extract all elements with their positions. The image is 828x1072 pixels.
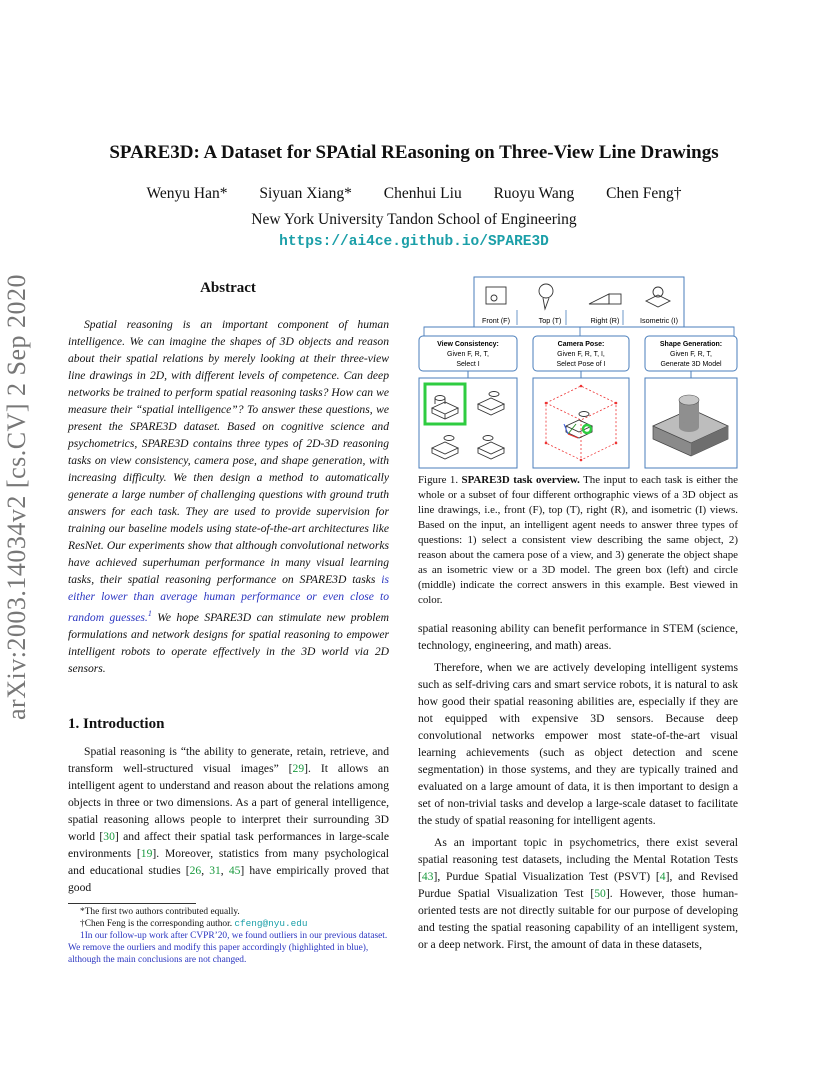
view-label: Front (F) bbox=[482, 316, 510, 325]
section-heading-introduction: 1. Introduction bbox=[68, 716, 165, 732]
intro-paragraph: Spatial reasoning is “the ability to generate, retain, retrieve, and transform well-structured visual images” [29]. It allows an intelligent agent to understand and reason about the relations among objects in three or two dimensions. As a part of general intelligence, spatial reasoning allows people to interpret their surrounding 3D world [30] and affect their spatial task performances in large-scale environments [19]. Moreover, statistics from many psychological and educational studies [26, 31, 45] have empirically proved that good bbox=[68, 745, 390, 894]
paragraph: Therefore, when we are actively developing intelligent systems such as self-driving cars and smart service robots, it is natural to ask how good their spatial reasoning abilities are, especially if they are not equipped with expensive 3D sensors. Because deep convolutional networks empower most state-of-the-art visual learning achievements (such as object detection and scene segmentation) in those systems, and they are typically trained and evaluated on a large amount of data, it is then important to design a set of non-trivial tasks and develop a large-scale dataset to facilitate the study of spatial reasoning for intelligent agents. bbox=[418, 661, 738, 827]
footnote-divider bbox=[68, 903, 196, 904]
figure-caption bbox=[418, 473, 738, 608]
citation-link[interactable]: 4 bbox=[659, 870, 666, 883]
abstract-highlight-text: is either lower than average human performance or even close to random guesses. bbox=[68, 573, 389, 624]
abstract-text: Spatial reasoning is an important component of human intelligence. We can imagine the shapes of 3D objects and reason about their spatial relations by merely looking at their three-view line drawings in 2D, with different levels of competence. Can deep networks be trained to perform spatial reasoning tasks? How can we measure their “spatial intelligence”? To answer these questions, we present the SPARE3D dataset. Based on cognitive science and psychometrics, SPARE3D contains three types of 2D-3D reasoning tasks on view consistency, camera pose, and shape generation, with increasing difficulty. We then design a method to automatically generate a large number of challenging questions with ground truth answers for each task. They are used to provide supervision for training our baseline models using state-of-the-art architectures like ResNet. Our experiments show that although convolutional networks have achieved superhuman performance in many visual learning tasks, their spatial reasoning performance on SPARE3D tasks bbox=[68, 318, 389, 586]
affiliation: New York University Tandon School of Engineering bbox=[251, 211, 577, 228]
citation-link[interactable]: 45 bbox=[228, 864, 241, 877]
footnote: *The first two authors contributed equally. bbox=[80, 907, 240, 917]
task-panel-camera-pose bbox=[533, 378, 629, 468]
author: Siyuan Xiang* bbox=[259, 185, 352, 202]
paragraph-text: As an important topic in psychometrics, there exist several spatial reasoning test datasets, including the Mental Rotation Tests [ bbox=[418, 836, 738, 883]
intro-text: Spatial reasoning is “the ability to generate, retain, retrieve, and transform well-structured visual images” [ bbox=[68, 745, 389, 775]
email-link[interactable]: cfeng@nyu.edu bbox=[234, 918, 308, 929]
footnote-outlier-note: 1In our follow-up work after CVPR’20, we found outliers in our previous dataset. We remove the ourliers and modify this paper accordingly (highlighted in blue), although the main conclusions are not changed. bbox=[68, 931, 388, 965]
intro-text: ] and affect their spatial task performances in large-scale environments [ bbox=[68, 830, 389, 860]
view-label: Top (T) bbox=[538, 316, 562, 325]
task-line: Given F, R, T, bbox=[447, 351, 489, 358]
task-title: Shape Generation: bbox=[659, 341, 723, 348]
author: Ruoyu Wang bbox=[493, 185, 575, 202]
author: Chen Feng† bbox=[606, 185, 682, 202]
figure-1-overview bbox=[416, 276, 740, 472]
citation-link[interactable]: 31 bbox=[209, 864, 221, 877]
citation-link[interactable]: 30 bbox=[103, 830, 115, 843]
author: Wenyu Han* bbox=[146, 185, 228, 202]
footnote-text: †Chen Feng is the corresponding author. bbox=[80, 919, 233, 929]
paragraph bbox=[418, 834, 738, 953]
view-label: Isometric (I) bbox=[640, 316, 678, 325]
task-title: View Consistency: bbox=[437, 341, 499, 348]
footnotes bbox=[68, 906, 389, 966]
paragraph: spatial reasoning ability can benefit performance in STEM (science, technology, engineering, and math) areas. bbox=[418, 622, 738, 652]
arxiv-side-label: arXiv:2003.14034v2 [cs.CV] 2 Sep 2020 bbox=[2, 273, 31, 720]
task-title: Camera Pose: bbox=[557, 341, 605, 348]
abstract-text-end: We hope SPARE3D can stimulate new problem formulations and network designs for spatial reasoning to empower intelligent robots to operate effectively in the 3D world via 2D sensors. bbox=[68, 610, 389, 675]
intro-text: ] have empirically proved that good bbox=[68, 864, 389, 894]
task-line: Given F, R, T, bbox=[670, 351, 712, 358]
footnote bbox=[68, 918, 389, 930]
paragraph-text: ]. However, those human-oriented tests are not directly suitable for our purpose of developing and testing the spatial reasoning capability of an intelligent system, or a deep network. First, the amount of data in these datasets, bbox=[418, 887, 738, 951]
intro-text: ]. Moreover, statistics from many psychological and educational studies [ bbox=[68, 847, 389, 877]
paragraph-text: ], Purdue Spatial Visualization Test (PSVT) [ bbox=[433, 870, 660, 883]
citation-link[interactable]: 50 bbox=[594, 887, 606, 900]
footnote-mark[interactable]: 1 bbox=[147, 609, 152, 618]
caption-text: The input to each task is either the whole or a subset of four different orthographic views of a 3D object as line drawings, i.e., front (F), top (T), right (R), and isometric (I) views. Based on the input, an intelligent agent needs to answer three types of questions: 1) select a consistent view describing the same object, 2) reason about the camera pose of a view, and 3) generate the object shape as an isometric view or a 3D model. The green box (left) and circle (middle) indicate the correct answers in this example. Best viewed in color. bbox=[418, 474, 738, 606]
author: Chenhui Liu bbox=[383, 185, 462, 202]
abstract-body bbox=[68, 316, 389, 677]
citation-link[interactable]: 43 bbox=[421, 870, 434, 883]
task-line: Given F, R, T, I, bbox=[557, 351, 605, 358]
task-line: Select Pose of I bbox=[556, 361, 606, 368]
author-list bbox=[60, 185, 768, 203]
task-line: Select I bbox=[456, 361, 480, 368]
paper-title: SPARE3D: A Dataset for SPAtial REasoning on Three-View Line Drawings bbox=[109, 142, 719, 163]
abstract-heading: Abstract bbox=[200, 280, 256, 296]
citation-link[interactable]: 29 bbox=[292, 762, 305, 775]
view-label: Right (R) bbox=[590, 316, 620, 325]
intro-text: ]. It allows an intelligent agent to understand and reason about the relations among objects in three or two dimensions. As a part of general intelligence, spatial reasoning allows people to interpret their surrounding 3D world [ bbox=[68, 762, 390, 843]
paragraph-text: ], and Revised Purdue Spatial Visualization Test [ bbox=[418, 870, 738, 900]
citation-link[interactable]: 19 bbox=[140, 847, 153, 860]
project-url-link[interactable]: https://ai4ce.github.io/SPARE3D bbox=[279, 234, 549, 250]
task-line: Generate 3D Model bbox=[660, 361, 722, 368]
caption-label: Figure 1. bbox=[418, 474, 459, 486]
citation-link[interactable]: 26 bbox=[189, 864, 202, 877]
right-column-body bbox=[418, 620, 738, 953]
caption-title: SPARE3D task overview. bbox=[461, 474, 580, 486]
